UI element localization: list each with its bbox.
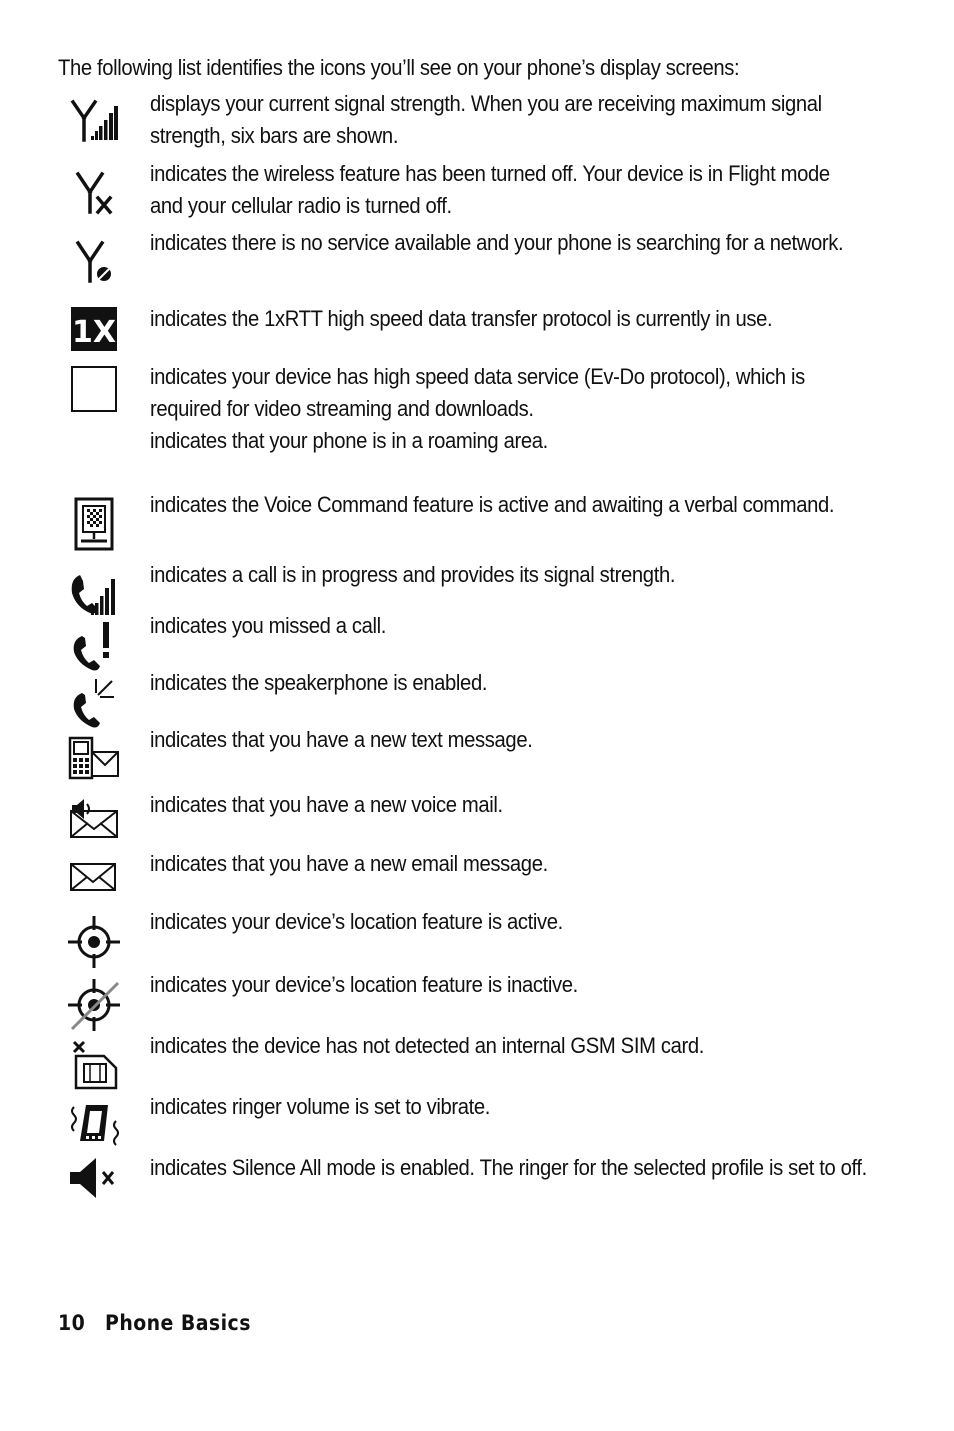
silence-all-icon [66,1152,122,1208]
item-description: indicates that you have a new text message. [150,727,533,752]
missed-call-icon [66,618,122,674]
email-icon [66,850,122,906]
item-description: displays your current signal strength. When you are receiving maximum signal strength, six bars are shown. [150,91,822,148]
item-description: indicates the Voice Command feature is active and awaiting a verbal command. [150,492,835,517]
item-description: indicates ringer volume is set to vibrate. [150,1094,491,1119]
intro-text: The following list identifies the icons you’ll see on your phone’s display screens: [58,55,740,80]
location-off-icon [66,977,122,1033]
item-description: indicates the wireless feature has been turned off. Your device is in Flight mode and your cellular radio is turned off. [150,161,830,218]
item-description: indicates a call is in progress and provides its signal strength. [150,562,676,587]
text-message-icon [66,734,122,790]
call-in-progress-icon [66,565,122,621]
voice-command-icon [66,495,122,551]
no-sim-icon [66,1036,122,1092]
no-service-icon [66,233,122,289]
item-description: indicates that your phone is in a roaming area. [150,428,548,453]
item-description: indicates there is no service available and your phone is searching for a network. [150,230,844,255]
wireless-off-icon [66,164,122,220]
item-description: indicates your device’s location feature is active. [150,909,563,934]
item-description: indicates your device’s location feature is inactive. [150,972,578,997]
section-title: Phone Basics [105,1311,251,1335]
location-on-icon [66,914,122,970]
speakerphone-icon [66,675,122,731]
vibrate-icon [66,1099,122,1155]
item-description: indicates the device has not detected an internal GSM SIM card. [150,1033,704,1058]
item-description: indicates the speakerphone is enabled. [150,670,488,695]
1x-icon [66,303,122,359]
roaming-icon [66,425,122,481]
voice-mail-icon [66,795,122,851]
item-description: indicates you missed a call. [150,613,387,638]
item-description: indicates that you have a new email message. [150,851,548,876]
item-description: indicates that you have a new voice mail. [150,792,503,817]
item-description: indicates your device has high speed data service (Ev-Do protocol), which is required for video streaming and downloads. [150,364,805,421]
page-footer [58,1311,251,1335]
1x-label: 1X [71,315,117,350]
evdo-icon [66,363,122,419]
item-description: indicates Silence All mode is enabled. The ringer for the selected profile is set to off. [150,1155,867,1180]
page-number: 10 [58,1311,86,1335]
signal-strength-icon [66,94,122,150]
item-description: indicates the 1xRTT high speed data transfer protocol is currently in use. [150,306,773,331]
